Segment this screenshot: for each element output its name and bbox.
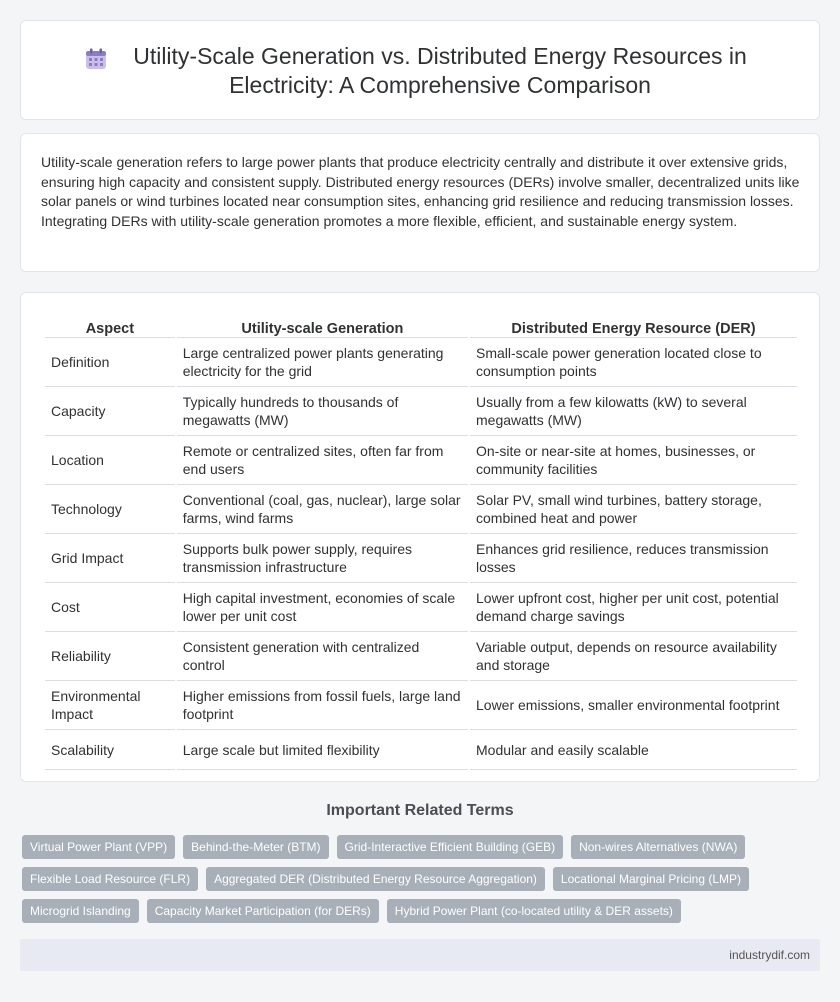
table-row <box>45 583 797 632</box>
intro-paragraph: Utility-scale generation refers to large power plants that produce electricity centrally and distribute it over extensive grids, ensuring high capacity and consistent supply. Distributed energy resources (DERs) involve smaller, decentralized units like solar panels or wind turbines located near consumption sites, enhancing grid resilience and reducing transmission losses. Integrating DERs with utility-scale generation promotes a more flexible, efficient, and sustainable energy system. <box>41 154 800 229</box>
aspect-cell: Environmental Impact <box>45 681 175 730</box>
der-cell: Lower emissions, smaller environmental footprint <box>470 681 797 730</box>
table-row <box>45 534 797 583</box>
der-cell: Solar PV, small wind turbines, battery storage, combined heat and power <box>470 485 797 534</box>
footer <box>20 939 820 971</box>
header-utility: Utility-scale Generation <box>177 317 468 338</box>
der-cell: Enhances grid resilience, reduces transmission losses <box>470 534 797 583</box>
header-der: Distributed Energy Resource (DER) <box>470 317 797 338</box>
related-term-tag[interactable]: Virtual Power Plant (VPP) <box>22 835 175 859</box>
aspect-cell: Location <box>45 436 175 485</box>
der-cell: Usually from a few kilowatts (kW) to several megawatts (MW) <box>470 387 797 436</box>
utility-cell: Supports bulk power supply, requires transmission infrastructure <box>177 534 468 583</box>
title-card <box>20 20 820 120</box>
footer-site-link[interactable]: industrydif.com <box>729 948 810 962</box>
related-term-tag[interactable]: Locational Marginal Pricing (LMP) <box>553 867 749 891</box>
aspect-cell: Technology <box>45 485 175 534</box>
intro-card <box>20 133 820 272</box>
table-header-row <box>45 317 797 338</box>
page-title: Utility-Scale Generation vs. Distributed Energy Resources in Electricity: A Comprehensive Comparison <box>133 43 747 98</box>
utility-cell: Remote or centralized sites, often far from end users <box>177 436 468 485</box>
table-row <box>45 681 797 730</box>
der-cell: Lower upfront cost, higher per unit cost, potential demand charge savings <box>470 583 797 632</box>
der-cell: Variable output, depends on resource availability and storage <box>470 632 797 681</box>
table-row <box>45 485 797 534</box>
utility-cell: Consistent generation with centralized control <box>177 632 468 681</box>
utility-cell: High capital investment, economies of scale lower per unit cost <box>177 583 468 632</box>
der-cell: Small-scale power generation located close to consumption points <box>470 338 797 387</box>
table-row <box>45 436 797 485</box>
comparison-card <box>20 292 820 782</box>
table-row <box>45 387 797 436</box>
utility-cell: Large scale but limited flexibility <box>177 730 468 770</box>
header-aspect: Aspect <box>45 317 175 338</box>
table-row <box>45 730 797 770</box>
utility-cell: Large centralized power plants generating electricity for the grid <box>177 338 468 387</box>
related-term-tag[interactable]: Aggregated DER (Distributed Energy Resource Aggregation) <box>206 867 545 891</box>
related-term-tag[interactable]: Behind-the-Meter (BTM) <box>183 835 328 859</box>
related-terms-heading: Important Related Terms <box>326 802 514 819</box>
aspect-cell: Reliability <box>45 632 175 681</box>
related-term-tag[interactable]: Microgrid Islanding <box>22 899 139 923</box>
related-terms-list <box>22 835 822 923</box>
table-row <box>45 338 797 387</box>
aspect-cell: Capacity <box>45 387 175 436</box>
related-term-tag[interactable]: Hybrid Power Plant (co-located utility & DER assets) <box>387 899 681 923</box>
der-cell: Modular and easily scalable <box>470 730 797 770</box>
aspect-cell: Scalability <box>45 730 175 770</box>
der-cell: On-site or near-site at homes, businesses, or community facilities <box>470 436 797 485</box>
utility-cell: Typically hundreds to thousands of megawatts (MW) <box>177 387 468 436</box>
related-term-tag[interactable]: Capacity Market Participation (for DERs) <box>147 899 379 923</box>
related-term-tag[interactable]: Non-wires Alternatives (NWA) <box>571 835 745 859</box>
utility-cell: Higher emissions from fossil fuels, large land footprint <box>177 681 468 730</box>
aspect-cell: Definition <box>45 338 175 387</box>
utility-cell: Conventional (coal, gas, nuclear), large solar farms, wind farms <box>177 485 468 534</box>
aspect-cell: Cost <box>45 583 175 632</box>
related-term-tag[interactable]: Grid-Interactive Efficient Building (GEB) <box>337 835 564 859</box>
table-row <box>45 632 797 681</box>
aspect-cell: Grid Impact <box>45 534 175 583</box>
related-term-tag[interactable]: Flexible Load Resource (FLR) <box>22 867 198 891</box>
comparison-table <box>43 317 799 770</box>
